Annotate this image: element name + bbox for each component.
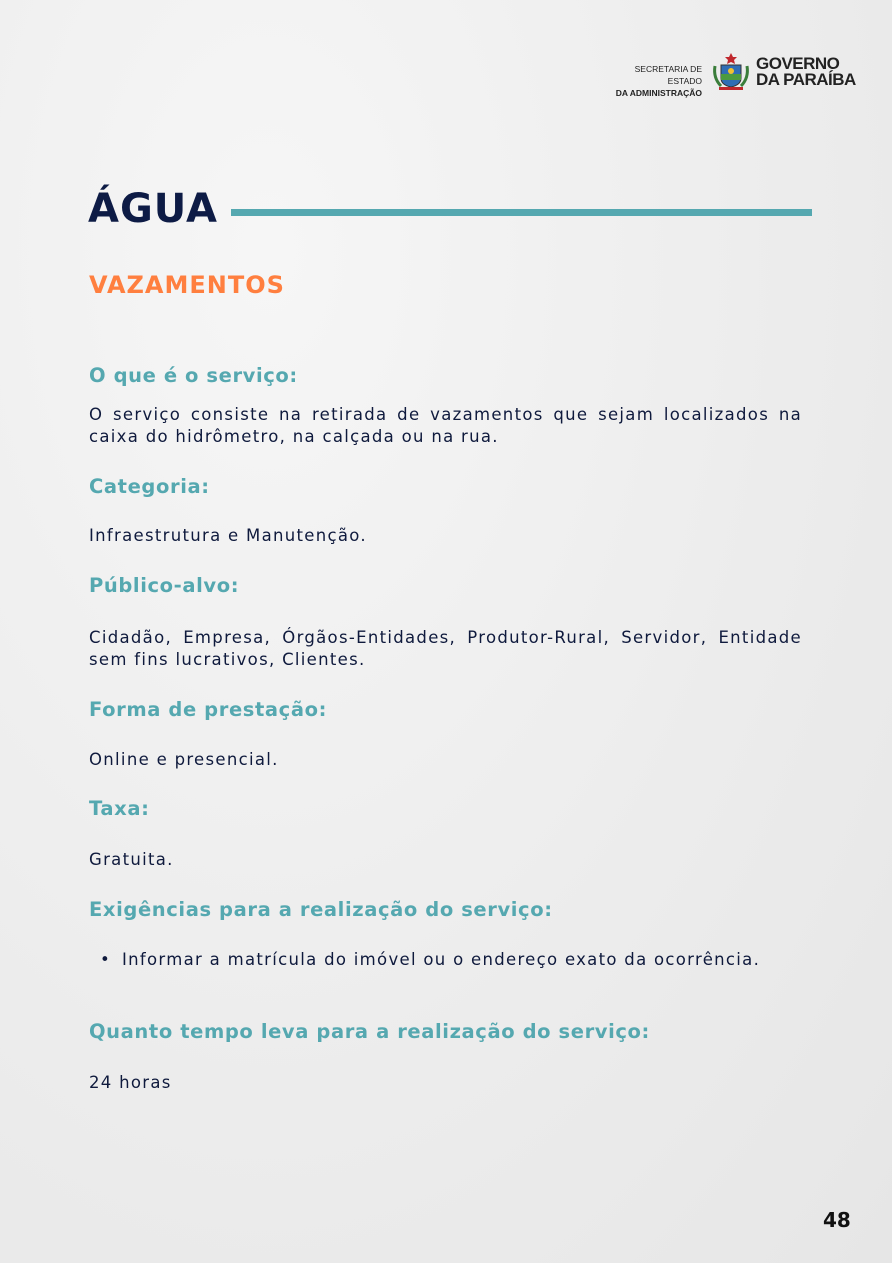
section-heading: Quanto tempo leva para a realização do serviço: (89, 1020, 650, 1043)
section-text: 24 horas (89, 1073, 172, 1092)
page-title: ÁGUA (88, 186, 218, 232)
paraiba-crest-icon (711, 52, 751, 92)
section-heading: Público-alvo: (89, 574, 240, 597)
bullet-icon: • (100, 950, 112, 969)
governo-line1: GOVERNO (756, 54, 840, 73)
section-text: Online e presencial. (89, 750, 279, 769)
section-heading: O que é o serviço: (89, 364, 298, 387)
section-heading: Categoria: (89, 475, 210, 498)
secretaria-line2: DA ADMINISTRAÇÃO (615, 88, 702, 98)
bullet-text: Informar a matrícula do imóvel ou o endereço exato da ocorrência. (122, 950, 761, 969)
section-text: O serviço consiste na retirada de vazamentos que sejam localizados na caixa do hidrômetro, na calçada ou na rua. (89, 405, 802, 446)
section-heading: Taxa: (89, 797, 150, 820)
secretaria-line1: SECRETARIA DE ESTADO (634, 64, 702, 86)
secretaria-logo-text (600, 63, 702, 99)
page-subtitle: VAZAMENTOS (89, 271, 285, 299)
governo-line2: DA PARAÍBA (756, 70, 856, 89)
section-text: Gratuita. (89, 850, 174, 869)
section-text: Infraestrutura e Manutenção. (89, 526, 367, 545)
governo-paraiba-logo-text (756, 56, 856, 88)
list-item (100, 949, 802, 971)
section-heading: Exigências para a realização do serviço: (89, 898, 553, 921)
section-text: Cidadão, Empresa, Órgãos-Entidades, Produtor-Rural, Servidor, Entidade sem fins lucrativos, Clientes. (89, 628, 802, 669)
section-heading: Forma de prestação: (89, 698, 327, 721)
title-divider (231, 209, 812, 216)
page-number: 48 (823, 1208, 851, 1232)
